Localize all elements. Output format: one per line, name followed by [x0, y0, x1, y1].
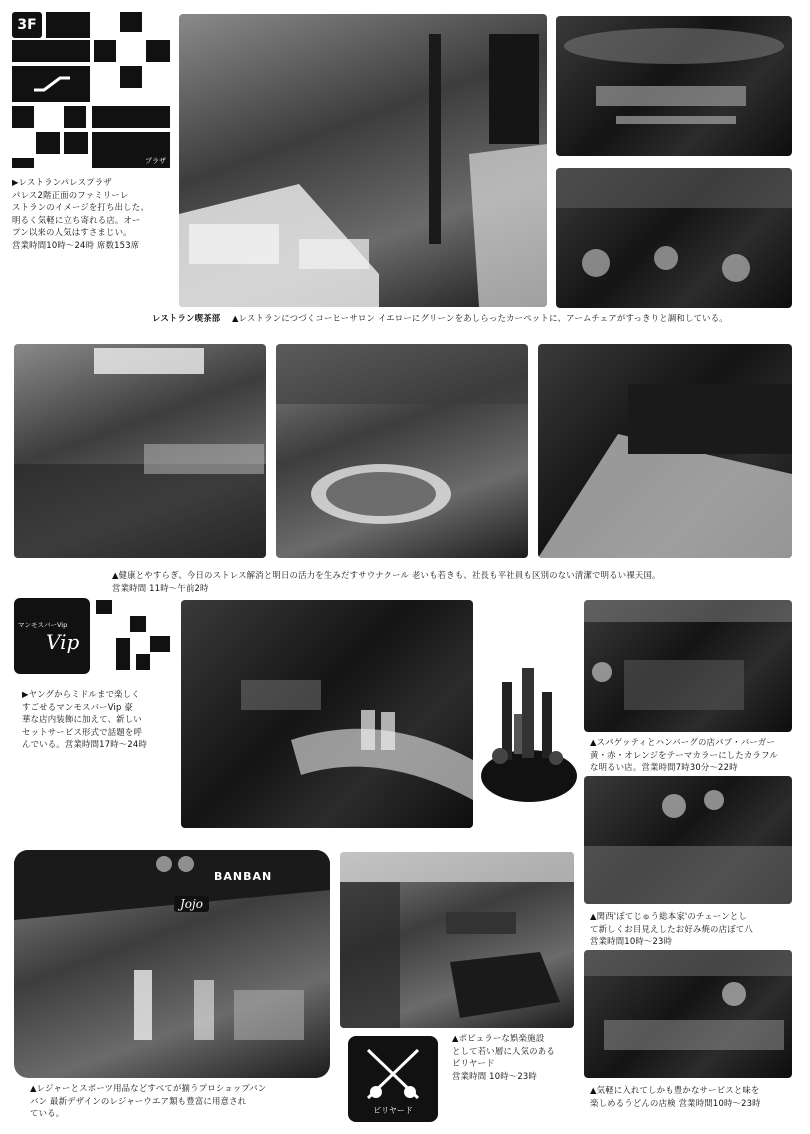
floor-plan-legend [12, 12, 170, 168]
caption-sauna: ▲健康とやすらぎ、今日のストレス解消と明日の活力を生みだすサウナクール 老いも若きも、社長も平社員も区別のない清潔で明るい裸天国。 営業時間 11時〜午前2時 [112, 570, 661, 593]
photo-restaurant-dining-hall [179, 14, 547, 307]
photo-coffee-salon-armchairs [556, 168, 792, 308]
photo-pro-shop-banban [14, 850, 330, 1078]
photo-vip-bar-counter [181, 600, 473, 828]
legend-sign: プラザ [92, 154, 170, 168]
photo-okonomiyaki-shop [584, 776, 792, 904]
photo-pub-burger [584, 600, 792, 732]
photo-coffee-salon-counter [556, 16, 792, 156]
decorative-sculpture [480, 664, 578, 804]
caption-udon: ▲気軽に入れてしかも豊かなサービスと味を 楽しめるうどんの店検 営業時間10時〜23時 [590, 1085, 761, 1108]
vip-sign: マンモスバーVip Vip [14, 598, 90, 674]
jojo-sign: Jojo [174, 896, 209, 912]
billiard-sign: ビリヤード [348, 1036, 438, 1122]
escalator-icon [12, 66, 90, 102]
caption-okonomiyaki: ▲関西'ぼてじゅう総本家'のチェーンとし て新しくお目見えしたお好み焼の店ぼて八 営業時間10時〜23時 [590, 911, 753, 946]
caption-restaurant-plaza: ▶レストランパレスプラザ パレス2階正面のファミリーレ ストランのイメージを打ち出した、 明るく気軽に立ち寄れる店。オー プン以来の人気はすさまじい。 営業時間10時〜24時 席数153席 [12, 177, 149, 250]
floor-label: 3F [12, 12, 42, 38]
photo-sauna-rest-room [538, 344, 792, 558]
caption-vip-bar: ▶ヤングからミドルまで楽しく すごせるマンモスバーVip 豪 華な店内装飾に加えて、新しい セットサービス形式で話題を呼 んでいる。営業時間17時〜24時 [22, 689, 148, 749]
banban-sign: BANBAN [214, 870, 273, 883]
photo-sauna-lounge [14, 344, 266, 558]
caption-pro-shop: ▲レジャーとスポーツ用品などすべてが揃うプロショップバン バン 最新デザインのレジャーウエア類も豊富に用意され ている。 [30, 1083, 267, 1118]
photo-billiard-hall [340, 852, 574, 1028]
caption-pub-burger: ▲スパゲッティとハンバーグの店パブ・バーガー 黄・赤・オレンジをテーマカラーにしたカラフル な明るい店。営業時間7時30分〜22時 [590, 737, 778, 772]
caption-coffee-salon: ▲レストランにつづくコーヒーサロン イエローにグリーンをあしらったカーペットに、アームチェアがすっきりと調和している。 [232, 313, 728, 323]
caption-billiard: ▲ポピュラーな娯楽施設 として若い層に人気のある ビリヤード 営業時間 10時〜23時 [452, 1033, 555, 1081]
photo-udon-shop [584, 950, 792, 1078]
label-coffee-salon: レストラン喫茶部 [152, 313, 221, 323]
photo-sauna-bath [276, 344, 528, 558]
